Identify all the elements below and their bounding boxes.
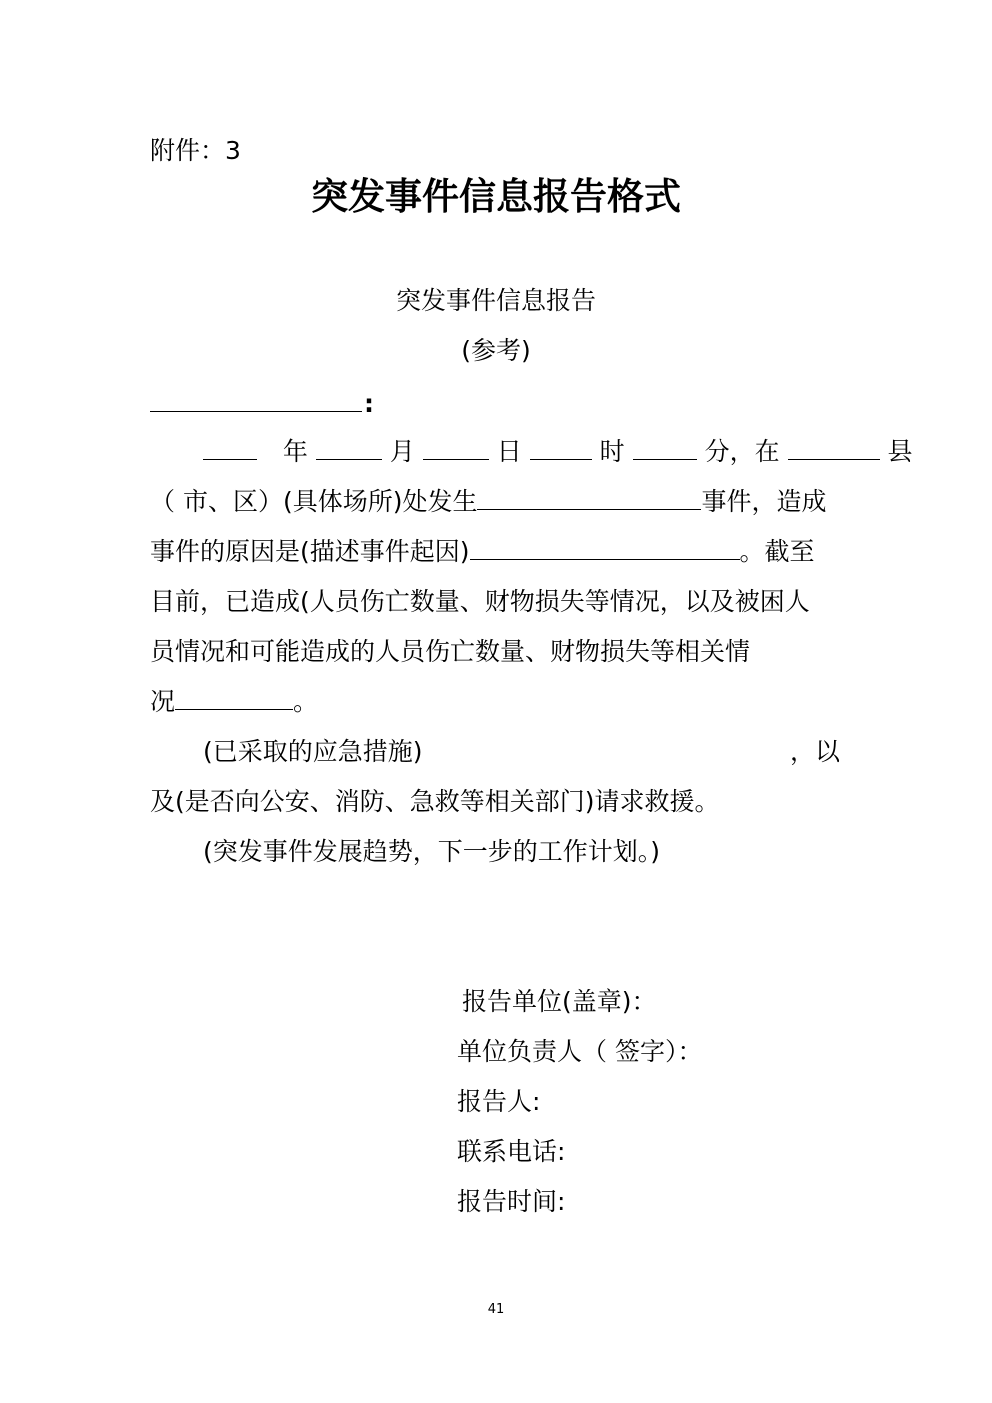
cause-prefix: 事件的原因是(描述事件起因) xyxy=(150,537,470,566)
cause-blank xyxy=(470,537,740,560)
page-number: 41 xyxy=(487,1302,505,1317)
county-label: 县 xyxy=(887,437,913,466)
impact-line-3-suffix: 。 xyxy=(293,687,319,716)
signature-reporter: 报告人: xyxy=(457,1087,541,1116)
report-note: (参考) xyxy=(461,336,531,365)
impact-line-2: 员情况和可能造成的人员伤亡数量、财物损失等相关情 xyxy=(150,637,751,666)
day-label: 日 xyxy=(496,437,522,466)
day-blank xyxy=(423,437,489,460)
recipient-colon: : xyxy=(364,389,374,418)
impact-blank xyxy=(175,687,293,710)
city-district-text: （ 市、区）(具体场所)处发生 xyxy=(150,487,478,516)
signature-responsible: 单位负责人（ 签字）： xyxy=(457,1037,703,1066)
report-title: 突发事件信息报告 xyxy=(395,286,596,315)
signature-time: 报告时间: xyxy=(457,1187,566,1216)
date-time-line xyxy=(203,434,913,470)
impact-line-3 xyxy=(150,684,318,720)
signature-phone: 联系电话: xyxy=(457,1137,566,1166)
county-blank xyxy=(788,437,880,460)
hour-label: 时 xyxy=(599,437,625,466)
cause-suffix: 。截至 xyxy=(739,537,815,566)
event-blank xyxy=(477,487,701,510)
month-blank xyxy=(316,437,382,460)
measures-prefix: (已采取的应急措施) xyxy=(203,737,423,766)
minute-label: 分，在 xyxy=(704,437,780,466)
hour-blank xyxy=(530,437,592,460)
year-blank xyxy=(203,437,257,460)
impact-line-1: 目前，已造成(人员伤亡数量、财物损失等情况，以及被困人 xyxy=(150,587,810,616)
recipient-blank xyxy=(150,389,362,412)
impact-line-3-prefix: 况 xyxy=(150,687,176,716)
main-title: 突发事件信息报告格式 xyxy=(311,175,681,218)
attachment-label: 附件：3 xyxy=(150,136,241,165)
rescue-line: 及(是否向公安、消防、急救等相关部门)请求救援。 xyxy=(150,787,720,816)
recipient-line xyxy=(150,386,374,422)
location-line xyxy=(150,484,826,520)
measures-suffix: ，以 xyxy=(790,737,841,766)
trend-line: (突发事件发展趋势，下一步的工作计划。) xyxy=(203,837,661,866)
year-label: 年 xyxy=(282,437,308,466)
cause-line xyxy=(150,534,815,570)
month-label: 月 xyxy=(389,437,415,466)
minute-blank xyxy=(633,437,697,460)
event-suffix: 事件，造成 xyxy=(701,487,827,516)
signature-unit: 报告单位(盖章)： xyxy=(462,987,657,1016)
